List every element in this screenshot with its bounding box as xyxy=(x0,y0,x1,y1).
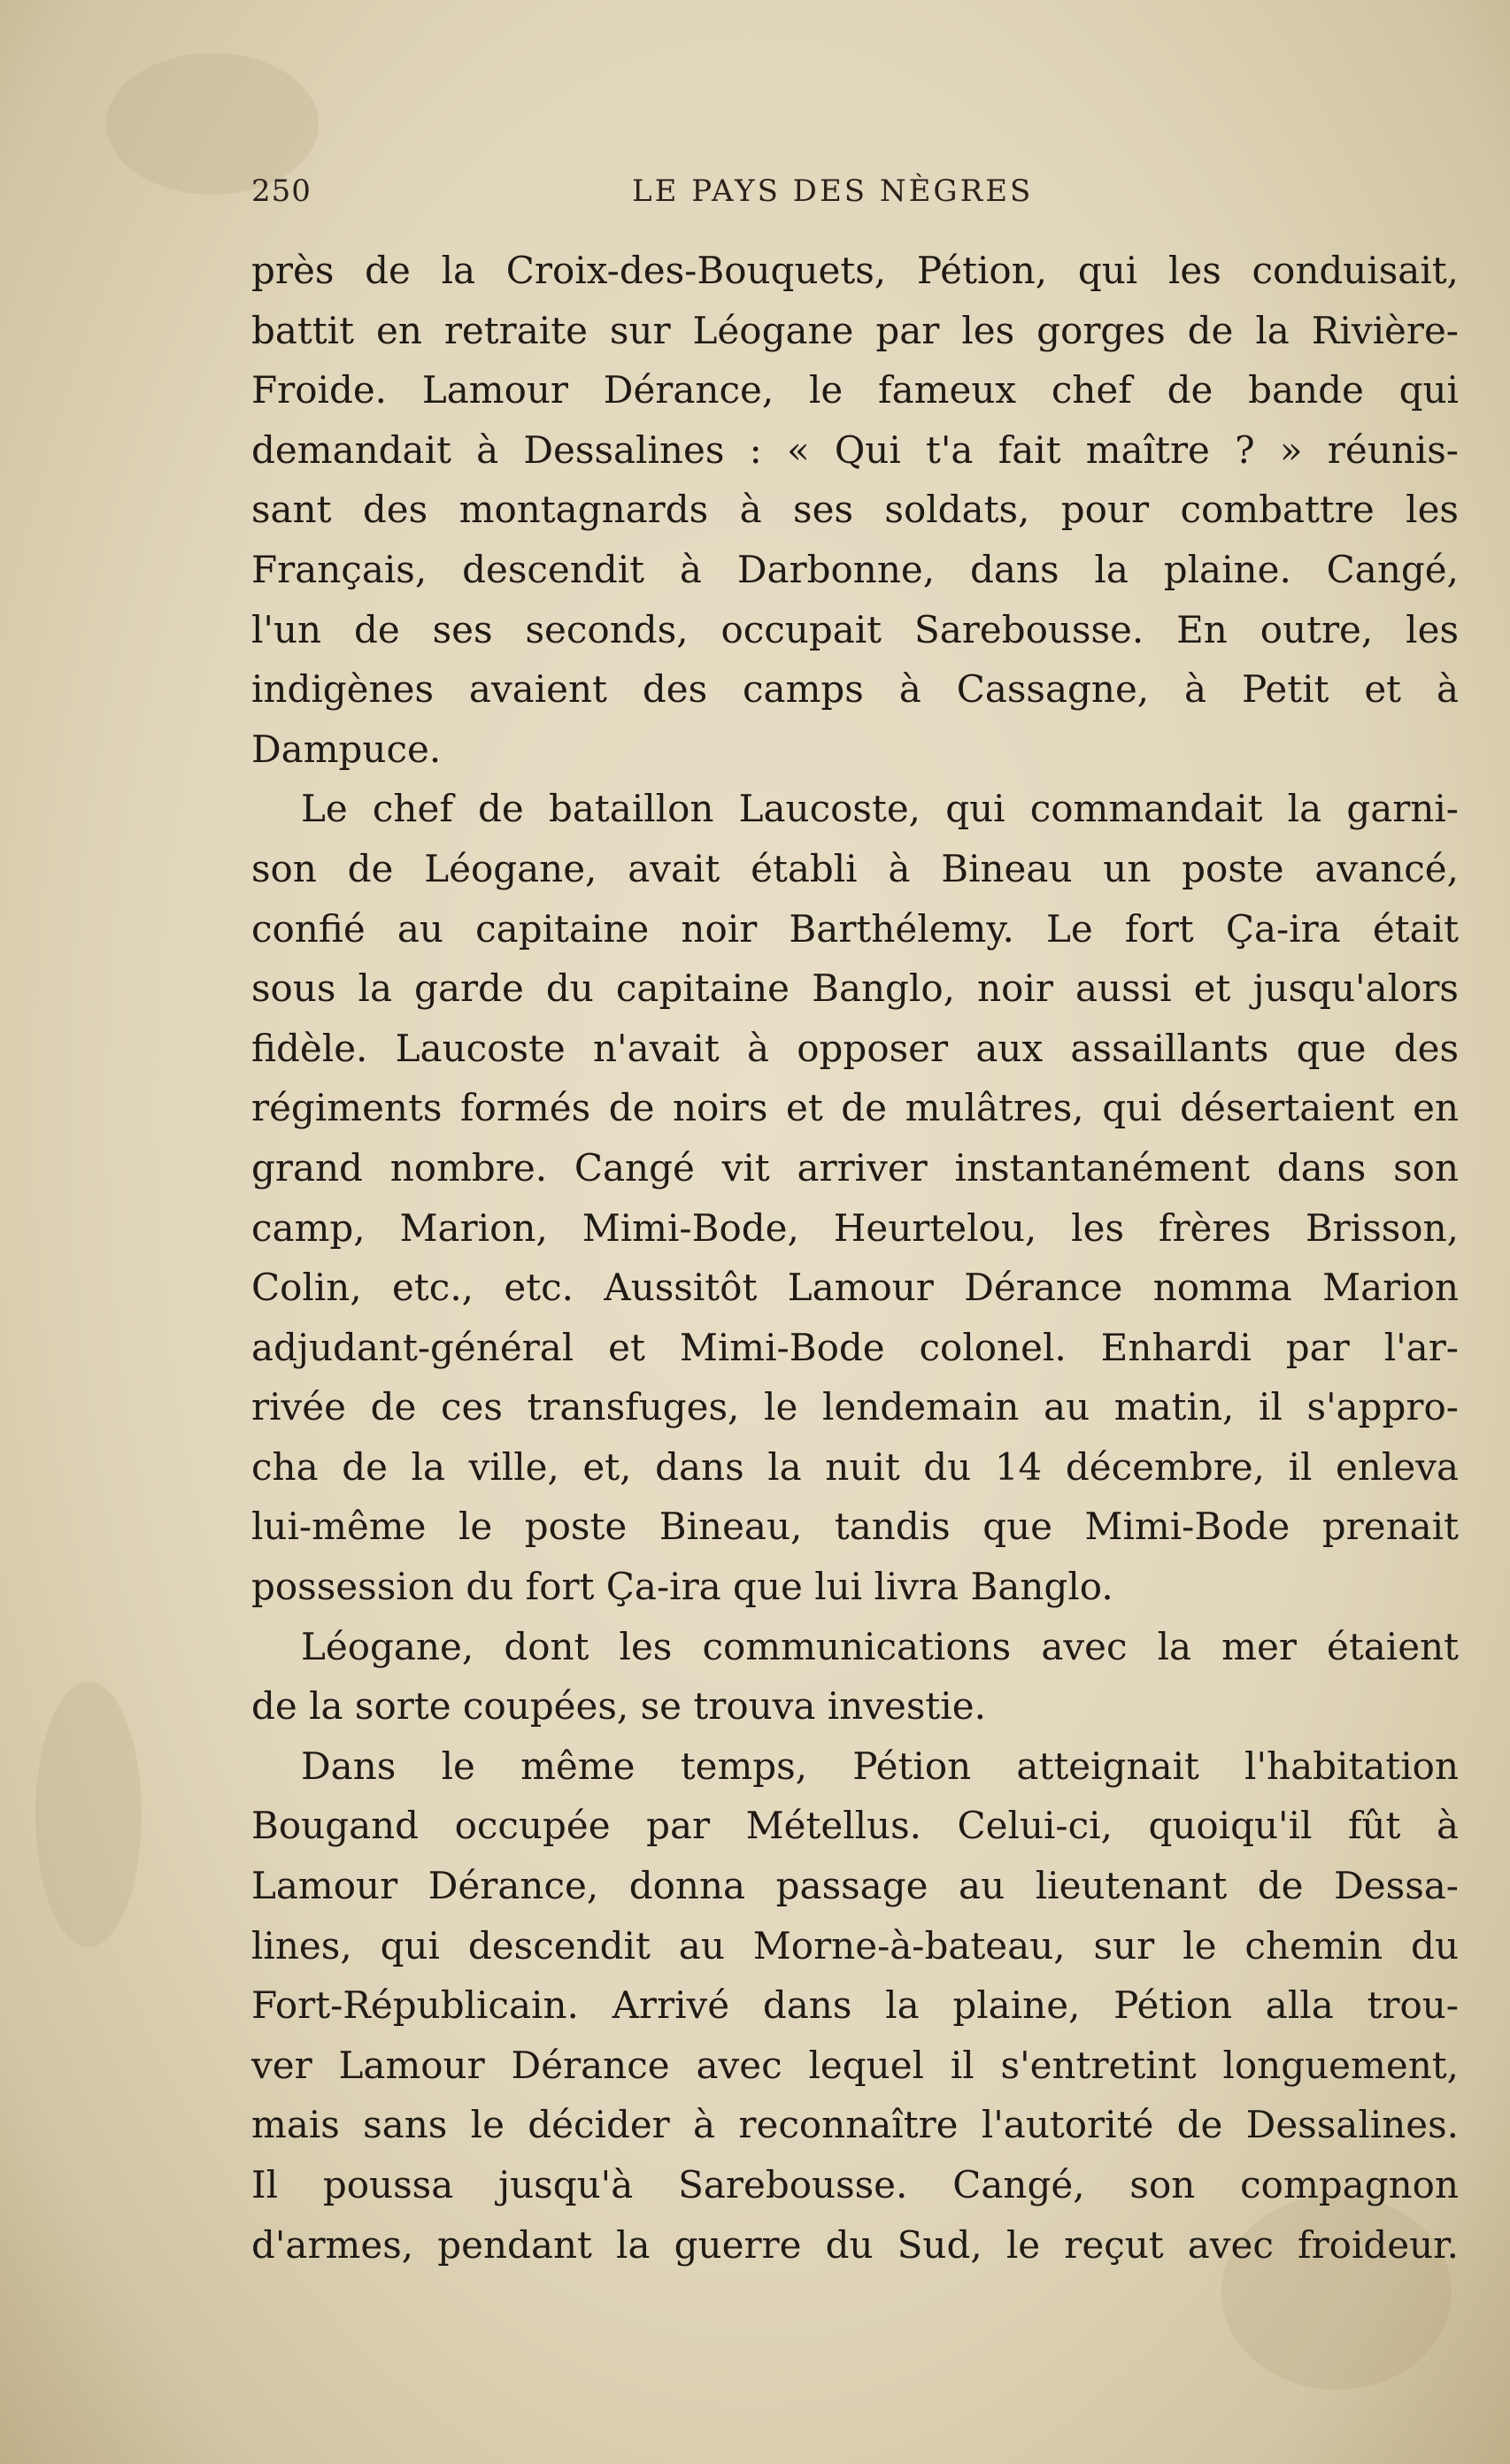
text-line: sant des montagnards à ses soldats, pour combattre les xyxy=(251,488,1459,532)
text-line: adjudant-général et Mimi-Bode colonel. Enhardi par l'ar- xyxy=(251,1325,1459,1369)
text-line: possession du fort Ça-ira que lui livra Banglo. xyxy=(251,1565,1113,1609)
text-line: Léogane, dont les communications avec la mer étaient xyxy=(301,1624,1459,1668)
text-line: lines, qui descendit au Morne-à-bateau, sur le chemin du xyxy=(251,1923,1459,1967)
text-line: cha de la ville, et, dans la nuit du 14 décembre, il enleva xyxy=(251,1444,1459,1489)
page-number: 250 xyxy=(251,173,312,209)
text-line: Le chef de bataillon Laucoste, qui commandait la garni- xyxy=(301,787,1459,831)
text-line: demandait à Dessalines : « Qui t'a fait maître ? » réunis- xyxy=(251,427,1459,472)
text-line: ver Lamour Dérance avec lequel il s'entretint longuement, xyxy=(251,2043,1459,2087)
text-line: Colin, etc., etc. Aussitôt Lamour Dérance nomma Marion xyxy=(251,1266,1459,1310)
text-line: fidèle. Laucoste n'avait à opposer aux assaillants que des xyxy=(251,1026,1459,1070)
text-line: son de Léogane, avait établi à Bineau un poste avancé, xyxy=(251,846,1459,890)
text-line: Froide. Lamour Dérance, le fameux chef de bande qui xyxy=(251,368,1459,412)
text-line: Bougand occupée par Métellus. Celui-ci, quoiqu'il fût à xyxy=(251,1804,1459,1848)
text-line: indigènes avaient des camps à Cassagne, à Petit et à xyxy=(251,667,1459,712)
text-line: Français, descendit à Darbonne, dans la plaine. Cangé, xyxy=(251,547,1459,591)
text-line: près de la Croix-des-Bouquets, Pétion, qui les conduisait, xyxy=(251,249,1459,292)
text-line: sous la garde du capitaine Banglo, noir aussi et jusqu'alors xyxy=(251,966,1459,1011)
text-line: grand nombre. Cangé vit arriver instantanément dans son xyxy=(251,1145,1459,1190)
text-line: Dampuce. xyxy=(251,727,442,771)
body-text xyxy=(251,241,1459,2275)
text-line: Il poussa jusqu'à Sarebousse. Cangé, son compagnon xyxy=(251,2163,1459,2206)
text-line: lui-même le poste Bineau, tandis que Mimi-Bode prenait xyxy=(251,1505,1459,1549)
text-line: rivée de ces transfuges, le lendemain au matin, il s'appro- xyxy=(251,1385,1459,1429)
text-line: camp, Marion, Mimi-Bode, Heurtelou, les frères Brisson, xyxy=(251,1205,1459,1250)
text-line: Lamour Dérance, donna passage au lieutenant de Dessa- xyxy=(251,1864,1459,1908)
text-line: mais sans le décider à reconnaître l'autorité de Dessalines. xyxy=(251,2103,1459,2147)
text-line: l'un de ses seconds, occupait Sarebousse. En outre, les xyxy=(251,607,1459,651)
running-title: LE PAYS DES NÈGRES xyxy=(632,173,1034,209)
text-line: Fort-Républicain. Arrivé dans la plaine, Pétion alla trou- xyxy=(251,1983,1459,2028)
text-line: Dans le même temps, Pétion atteignait l'habitation xyxy=(301,1744,1459,1788)
text-line: d'armes, pendant la guerre du Sud, le reçut avec froideur. xyxy=(251,2222,1459,2267)
text-line: régiments formés de noirs et de mulâtres, qui désertaient en xyxy=(251,1086,1459,1130)
text-line: de la sorte coupées, se trouva investie. xyxy=(251,1684,986,1729)
text-line: battit en retraite sur Léogane par les gorges de la Rivière- xyxy=(251,308,1459,352)
page-header xyxy=(251,173,1459,218)
paper-stain xyxy=(35,1682,142,1947)
text-line: confié au capitaine noir Barthélemy. Le fort Ça-ira était xyxy=(251,906,1459,951)
